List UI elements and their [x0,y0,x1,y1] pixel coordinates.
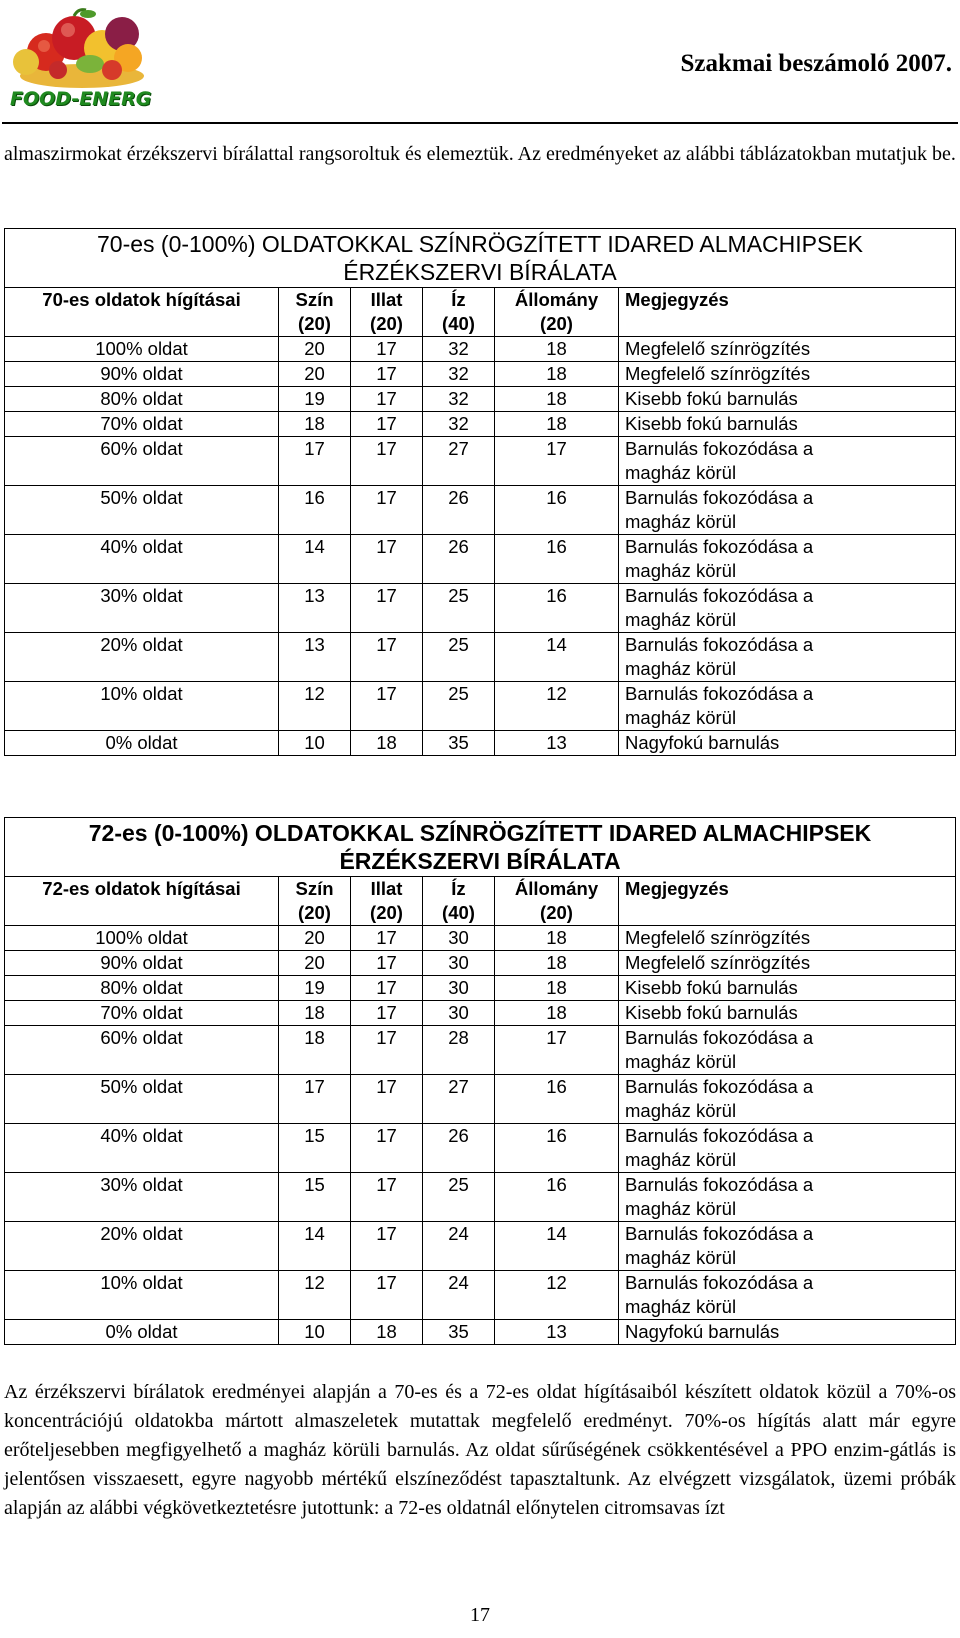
table-row [5,1124,956,1173]
cell-illat: 17 [351,486,423,535]
cell-dilution: 70% oldat [5,412,279,437]
note-line: Kisebb fokú barnulás [625,1002,798,1023]
table-row [5,976,956,1001]
cell-iz: 32 [423,362,495,387]
note-line: Barnulás fokozódása a [625,585,814,606]
cell-megjegyzes [619,387,956,412]
note-line: Barnulás fokozódása a [625,487,814,508]
cell-dilution: 80% oldat [5,387,279,412]
cell-szin: 10 [279,731,351,756]
cell-allomany: 18 [495,362,619,387]
cell-iz: 26 [423,535,495,584]
cell-megjegyzes [619,926,956,951]
cell-iz: 25 [423,584,495,633]
cell-allomany: 12 [495,682,619,731]
cell-dilution: 20% oldat [5,1222,279,1271]
cell-illat: 17 [351,337,423,362]
cell-megjegyzes [619,731,956,756]
food-energ-logo [4,4,160,116]
sensory-table-70 [4,228,956,756]
cell-megjegyzes [619,1124,956,1173]
cell-megjegyzes [619,1222,956,1271]
cell-illat: 18 [351,731,423,756]
header-szin: Szín (20) [279,288,351,337]
cell-megjegyzes [619,437,956,486]
cell-iz: 30 [423,976,495,1001]
header-megjegyzes: Megjegyzés [619,288,956,337]
cell-allomany: 14 [495,1222,619,1271]
header-megjegyzes: Megjegyzés [619,877,956,926]
cell-szin: 20 [279,926,351,951]
cell-iz: 35 [423,731,495,756]
cell-szin: 12 [279,682,351,731]
cell-allomany: 16 [495,486,619,535]
cell-illat: 17 [351,362,423,387]
cell-szin: 20 [279,951,351,976]
note-line: magház körül [625,707,737,728]
page-number: 17 [470,1604,490,1626]
note-line: Kisebb fokú barnulás [625,977,798,998]
note-line: Megfelelő színrögzítés [625,338,811,359]
table-row [5,1320,956,1345]
cell-iz: 30 [423,926,495,951]
cell-szin: 19 [279,976,351,1001]
table-row [5,682,956,731]
table-title-line2: ÉRZÉKSZERVI BÍRÁLATA [343,259,617,285]
cell-dilution: 60% oldat [5,1026,279,1075]
header-illat: Illat (20) [351,877,423,926]
cell-megjegyzes [619,1001,956,1026]
cell-dilution: 40% oldat [5,1124,279,1173]
cell-megjegyzes [619,535,956,584]
cell-allomany: 12 [495,1271,619,1320]
cell-szin: 14 [279,1222,351,1271]
cell-allomany: 17 [495,437,619,486]
note-line: magház körül [625,560,737,581]
cell-iz: 32 [423,412,495,437]
header-divider [2,122,958,124]
cell-iz: 27 [423,1075,495,1124]
cell-illat: 17 [351,926,423,951]
cell-szin: 17 [279,1075,351,1124]
cell-iz: 32 [423,387,495,412]
cell-iz: 25 [423,682,495,731]
cell-dilution: 90% oldat [5,951,279,976]
cell-megjegyzes [619,1173,956,1222]
conclusion-paragraph: Az érzékszervi bírálatok eredményei alapján a 70-es és a 72-es oldat hígításaiból készített oldatok közül a 70%-os koncentrációjú oldatokba mártott almaszeletek mutattak megfelelő eredményt. 70%-os hígítás alatt már egyre erőteljesebben megfigyelhető a magház körüli barnulás. Az oldat sűrűségének csökkentésével a PPO enzim-gátlás is jelentősen visszaesett, egyre nagyobb mértékű elszíneződést tapasztaltunk. Az elvégzett vizsgálatok, üzemi próbák alapján az alábbi végkövetkeztetésre jutottunk: a 72-es oldatnál előnytelen citromsavas ízt [4,1381,956,1519]
cell-allomany: 17 [495,1026,619,1075]
table-row [5,584,956,633]
table-title-line1: 72-es (0-100%) OLDATOKKAL SZÍNRÖGZÍTETT IDARED ALMACHIPSEK [88,820,872,846]
cell-szin: 17 [279,437,351,486]
cell-megjegyzes [619,337,956,362]
note-line: Barnulás fokozódása a [625,1076,814,1097]
cell-megjegyzes [619,1271,956,1320]
table-row [5,1173,956,1222]
cell-dilution: 0% oldat [5,1320,279,1345]
table-row [5,926,956,951]
note-line: Nagyfokú barnulás [625,1321,780,1342]
header-iz: Íz (40) [423,877,495,926]
table-row [5,1026,956,1075]
cell-iz: 30 [423,1001,495,1026]
note-line: Barnulás fokozódása a [625,1223,814,1244]
header-allomany: Állomány (20) [495,288,619,337]
table-row [5,362,956,387]
cell-megjegyzes [619,1026,956,1075]
cell-szin: 19 [279,387,351,412]
cell-dilution: 50% oldat [5,486,279,535]
table-row [5,951,956,976]
cell-megjegyzes [619,1320,956,1345]
header-dilution: 72-es oldatok hígításai [5,877,279,926]
table-row [5,412,956,437]
cell-szin: 18 [279,1001,351,1026]
intro-paragraph: almaszirmokat érzékszervi bírálattal rangsoroltuk és elemeztük. Az eredményeket az alábbi táblázatokban mutatjuk be. [4,143,956,165]
table-row [5,1001,956,1026]
cell-szin: 14 [279,535,351,584]
cell-megjegyzes [619,633,956,682]
table-title-row [5,229,956,288]
cell-allomany: 13 [495,1320,619,1345]
cell-megjegyzes [619,486,956,535]
table-row [5,486,956,535]
note-line: magház körül [625,1296,737,1317]
cell-illat: 17 [351,535,423,584]
logo-wordmark: FOOD-ENERG [10,88,152,110]
cell-allomany: 16 [495,584,619,633]
note-line: magház körül [625,658,737,679]
cell-szin: 16 [279,486,351,535]
cell-illat: 17 [351,1026,423,1075]
cell-megjegyzes [619,412,956,437]
note-line: Nagyfokú barnulás [625,732,780,753]
note-line: Megfelelő színrögzítés [625,927,811,948]
cell-szin: 18 [279,1026,351,1075]
cell-megjegyzes [619,976,956,1001]
cell-allomany: 18 [495,951,619,976]
table-row [5,633,956,682]
cell-iz: 24 [423,1222,495,1271]
note-line: Barnulás fokozódása a [625,683,814,704]
note-line: Barnulás fokozódása a [625,1174,814,1195]
cell-illat: 18 [351,1320,423,1345]
note-line: Megfelelő színrögzítés [625,363,811,384]
note-line: magház körül [625,1051,737,1072]
cell-szin: 10 [279,1320,351,1345]
cell-illat: 17 [351,1124,423,1173]
cell-allomany: 16 [495,1173,619,1222]
cell-szin: 13 [279,584,351,633]
note-line: Kisebb fokú barnulás [625,388,798,409]
note-line: Barnulás fokozódása a [625,438,814,459]
header-illat: Illat (20) [351,288,423,337]
cell-allomany: 16 [495,535,619,584]
cell-szin: 15 [279,1124,351,1173]
note-line: Barnulás fokozódása a [625,536,814,557]
table-header-row [5,288,956,337]
table-row [5,1075,956,1124]
note-line: magház körül [625,1198,737,1219]
note-line: magház körül [625,1149,737,1170]
cell-szin: 20 [279,362,351,387]
table-header-row [5,877,956,926]
cell-iz: 27 [423,437,495,486]
cell-illat: 17 [351,584,423,633]
note-line: magház körül [625,609,737,630]
page-header [0,0,960,124]
cell-illat: 17 [351,951,423,976]
cell-illat: 17 [351,1222,423,1271]
cell-iz: 32 [423,337,495,362]
cell-allomany: 16 [495,1075,619,1124]
note-line: magház körül [625,1100,737,1121]
note-line: magház körül [625,1247,737,1268]
report-title: Szakmai beszámoló 2007. [680,50,952,77]
cell-illat: 17 [351,633,423,682]
cell-szin: 20 [279,337,351,362]
cell-dilution: 90% oldat [5,362,279,387]
header-iz: Íz (40) [423,288,495,337]
cell-dilution: 80% oldat [5,976,279,1001]
cell-illat: 17 [351,412,423,437]
cell-allomany: 18 [495,1001,619,1026]
table-title-line2: ÉRZÉKSZERVI BÍRÁLATA [339,848,621,874]
table-row [5,337,956,362]
cell-iz: 24 [423,1271,495,1320]
cell-dilution: 40% oldat [5,535,279,584]
cell-iz: 35 [423,1320,495,1345]
cell-illat: 17 [351,976,423,1001]
cell-szin: 15 [279,1173,351,1222]
cell-illat: 17 [351,1173,423,1222]
header-szin: Szín (20) [279,877,351,926]
table-row [5,731,956,756]
cell-megjegyzes [619,682,956,731]
table-row [5,1271,956,1320]
note-line: magház körül [625,511,737,532]
note-line: Barnulás fokozódása a [625,634,814,655]
cell-iz: 28 [423,1026,495,1075]
table-title-line1: 70-es (0-100%) OLDATOKKAL SZÍNRÖGZÍTETT IDARED ALMACHIPSEK [96,231,864,257]
cell-szin: 18 [279,412,351,437]
header-allomany: Állomány (20) [495,877,619,926]
note-line: magház körül [625,462,737,483]
cell-megjegyzes [619,584,956,633]
note-line: Barnulás fokozódása a [625,1125,814,1146]
cell-dilution: 70% oldat [5,1001,279,1026]
cell-illat: 17 [351,1001,423,1026]
cell-dilution: 10% oldat [5,1271,279,1320]
cell-dilution: 10% oldat [5,682,279,731]
cell-allomany: 18 [495,387,619,412]
cell-megjegyzes [619,1075,956,1124]
cell-dilution: 30% oldat [5,1173,279,1222]
table-row [5,1222,956,1271]
cell-dilution: 60% oldat [5,437,279,486]
note-line: Kisebb fokú barnulás [625,413,798,434]
cell-allomany: 18 [495,412,619,437]
cell-iz: 26 [423,486,495,535]
cell-megjegyzes [619,362,956,387]
cell-illat: 17 [351,682,423,731]
cell-allomany: 18 [495,926,619,951]
cell-dilution: 0% oldat [5,731,279,756]
cell-allomany: 14 [495,633,619,682]
cell-szin: 13 [279,633,351,682]
cell-illat: 17 [351,387,423,412]
table-row [5,387,956,412]
cell-allomany: 16 [495,1124,619,1173]
header-dilution: 70-es oldatok hígításai [5,288,279,337]
note-line: Barnulás fokozódása a [625,1272,814,1293]
note-line: Megfelelő színrögzítés [625,952,811,973]
table-row [5,535,956,584]
cell-iz: 30 [423,951,495,976]
cell-dilution: 20% oldat [5,633,279,682]
cell-allomany: 13 [495,731,619,756]
cell-allomany: 18 [495,337,619,362]
table-title [5,229,956,288]
cell-megjegyzes [619,951,956,976]
cell-iz: 26 [423,1124,495,1173]
fruit-basket-icon [4,4,160,92]
cell-illat: 17 [351,1075,423,1124]
sensory-table-72 [4,817,956,1345]
cell-dilution: 30% oldat [5,584,279,633]
cell-iz: 25 [423,1173,495,1222]
note-line: Barnulás fokozódása a [625,1027,814,1048]
cell-dilution: 100% oldat [5,337,279,362]
cell-illat: 17 [351,437,423,486]
cell-dilution: 100% oldat [5,926,279,951]
table-row [5,437,956,486]
cell-dilution: 50% oldat [5,1075,279,1124]
table-title-row [5,818,956,877]
table-title [5,818,956,877]
cell-iz: 25 [423,633,495,682]
cell-allomany: 18 [495,976,619,1001]
cell-szin: 12 [279,1271,351,1320]
cell-illat: 17 [351,1271,423,1320]
